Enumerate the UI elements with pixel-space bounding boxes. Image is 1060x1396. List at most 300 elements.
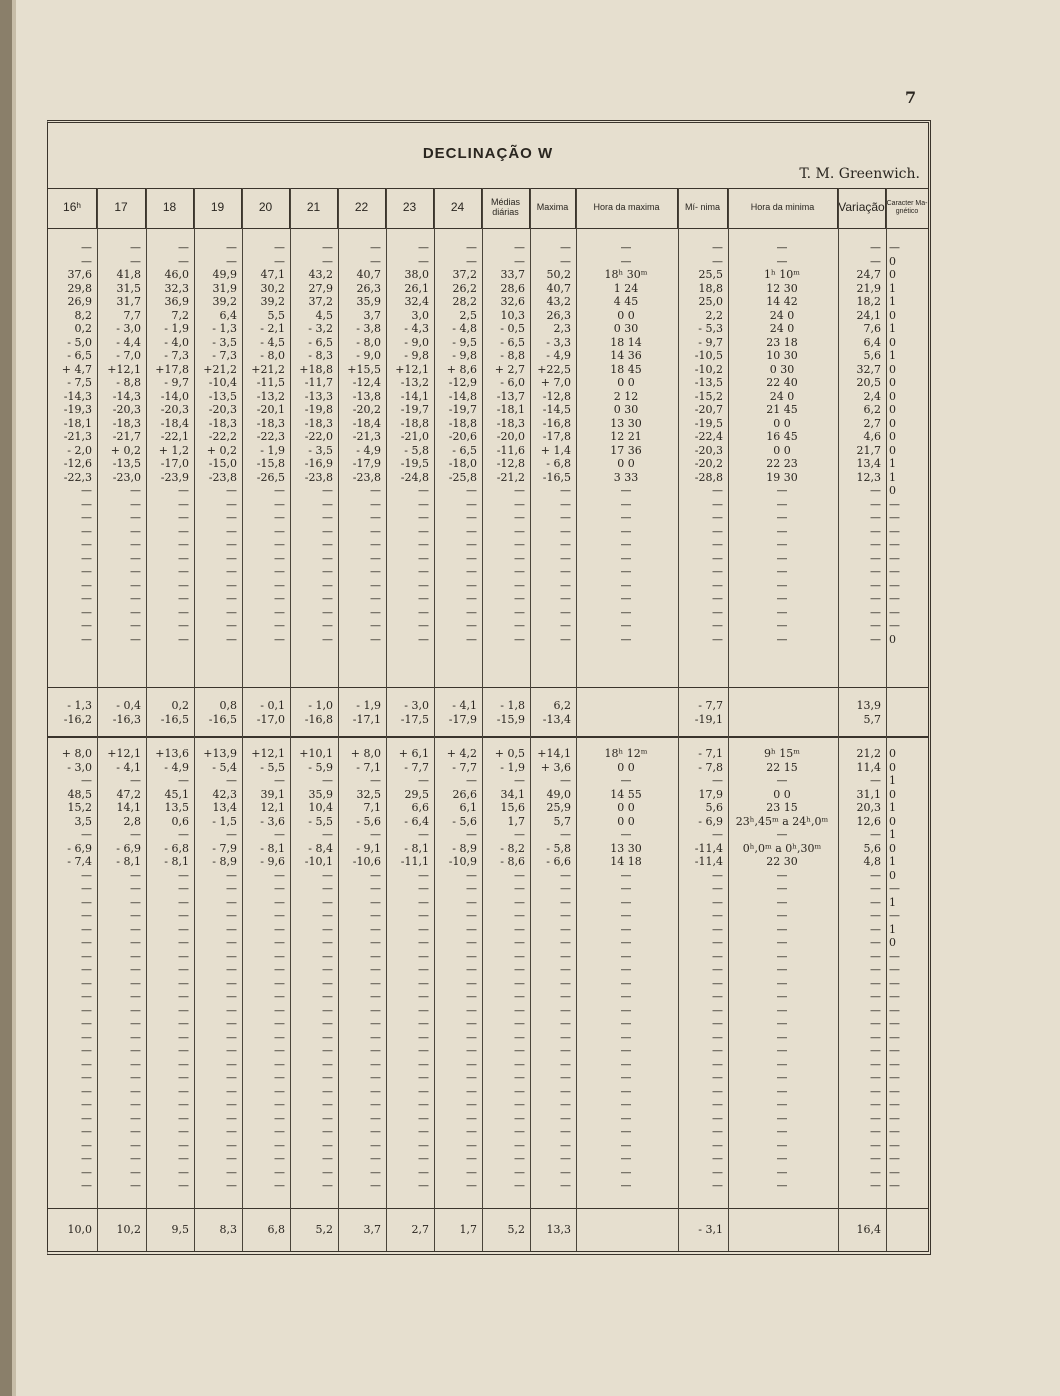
column-hour-16 xyxy=(51,747,92,1193)
cell-time-of-maximum: — xyxy=(620,632,632,646)
cell-variation: 6,4 xyxy=(863,335,881,349)
cell-minimum: — xyxy=(712,632,723,646)
cell-variation: — xyxy=(870,1152,881,1165)
cell-time-of-maximum: — xyxy=(620,484,632,497)
column-hour-18 xyxy=(149,1223,189,1237)
cell-hour-19: 39,2 xyxy=(212,295,237,308)
cell-magnetic-character: 0 xyxy=(889,868,896,882)
cell-time-of-minimum: — xyxy=(776,241,788,254)
cell-time-of-minimum: — xyxy=(776,497,788,511)
cell-hour-23: — xyxy=(418,1084,429,1098)
column-hour-24 xyxy=(437,1223,477,1237)
cell-magnetic-character xyxy=(889,713,923,727)
cell-maximum: — xyxy=(560,1111,571,1125)
cell-minimum: — xyxy=(712,922,723,936)
cell-hour-21: -19,8 xyxy=(304,403,333,416)
cell-hour-23: 38,0 xyxy=(404,268,429,281)
cell-time-of-maximum: — xyxy=(620,1179,632,1192)
cell-hour-23: 3,0 xyxy=(411,308,429,322)
cell-hour-21: — xyxy=(322,1165,333,1179)
column-hour-22 xyxy=(341,241,381,646)
cell-time-of-minimum: 23 15 xyxy=(766,801,798,814)
cell-time-of-minimum: 0 0 xyxy=(773,787,791,801)
cell-hour-20: - 1,9 xyxy=(260,443,285,457)
cell-hour-22: — xyxy=(370,1152,381,1165)
cell-hour-17: - 3,0 xyxy=(116,322,141,335)
cell-hour-22: — xyxy=(370,1030,381,1044)
cell-hour-22: -10,6 xyxy=(352,855,381,868)
cell-hour-17: — xyxy=(130,1017,141,1030)
cell-time-of-maximum: 18 45 xyxy=(610,362,642,376)
cell-hour-17: — xyxy=(130,254,141,268)
cell-time-of-maximum: — xyxy=(620,1003,632,1017)
column-hour-23 xyxy=(389,1223,429,1237)
cell-variation: — xyxy=(870,497,881,511)
cell-minimum: 18,8 xyxy=(698,281,723,295)
cell-hour-24: - 5,6 xyxy=(452,814,477,828)
cell-magnetic-character: 1 xyxy=(889,457,896,470)
cell-hour-17: — xyxy=(130,1057,141,1071)
cell-daily-mean: — xyxy=(514,497,525,511)
cell-hour-23: — xyxy=(418,976,429,990)
cell-minimum: -20,2 xyxy=(694,457,723,470)
cell-minimum: — xyxy=(712,1003,723,1017)
cell-hour-24: - 8,9 xyxy=(452,841,477,855)
cell-hour-19: 42,3 xyxy=(212,787,237,801)
cell-hour-18: - 6,8 xyxy=(164,841,189,855)
cell-hour-18: — xyxy=(178,1125,189,1138)
cell-maximum: - 4,9 xyxy=(546,349,571,362)
cell-hour-19: — xyxy=(226,254,237,268)
cell-hour-16: — xyxy=(81,511,92,524)
cell-time-of-minimum: 22 15 xyxy=(766,760,798,774)
cell-time-of-minimum: — xyxy=(776,963,788,976)
cell-hour-17: — xyxy=(130,619,141,632)
cell-hour-19: — xyxy=(226,1084,237,1098)
cell-variation: — xyxy=(870,1017,881,1030)
cell-hour-17: - 0,4 xyxy=(116,699,141,712)
cell-hour-16: — xyxy=(81,605,92,619)
cell-daily-mean: — xyxy=(514,1125,525,1138)
cell-hour-17: — xyxy=(130,578,141,592)
column-magnetic-character xyxy=(889,747,923,1193)
cell-hour-24: — xyxy=(466,1179,477,1192)
cell-hour-16: -14,3 xyxy=(63,389,92,403)
cell-daily-mean: — xyxy=(514,1179,525,1192)
cell-hour-16: — xyxy=(81,868,92,882)
cell-hour-19: — xyxy=(226,1125,237,1138)
cell-minimum: - 3,1 xyxy=(698,1223,723,1236)
cell-hour-22: 40,7 xyxy=(356,268,381,281)
cell-hour-21: — xyxy=(322,1030,333,1044)
cell-hour-22: 32,5 xyxy=(356,787,381,801)
cell-time-of-minimum: — xyxy=(776,538,788,551)
cell-magnetic-character: 1 xyxy=(889,470,896,484)
column-divider xyxy=(434,188,435,1251)
cell-hour-24: + 8,6 xyxy=(446,362,477,376)
cell-hour-18: — xyxy=(178,882,189,895)
cell-hour-21: +10,1 xyxy=(299,747,333,760)
cell-hour-20: 39,1 xyxy=(260,787,285,801)
cell-hour-24: + 4,2 xyxy=(446,747,477,760)
cell-hour-16: — xyxy=(81,1152,92,1165)
cell-hour-23: — xyxy=(418,1125,429,1138)
cell-hour-17: — xyxy=(130,1084,141,1098)
cell-hour-16: 8,2 xyxy=(74,308,92,322)
cell-hour-24: — xyxy=(466,551,477,565)
cell-hour-24: — xyxy=(466,578,477,592)
cell-hour-19: -22,2 xyxy=(208,430,237,443)
cell-hour-17: — xyxy=(130,565,141,578)
cell-maximum: 6,2 xyxy=(553,699,571,712)
cell-daily-mean: — xyxy=(514,909,525,922)
cell-hour-21: -16,8 xyxy=(304,712,333,726)
cell-hour-19: — xyxy=(226,1030,237,1044)
cell-variation: — xyxy=(870,1057,881,1071)
cell-hour-18: — xyxy=(178,511,189,524)
cell-hour-16: -22,3 xyxy=(63,470,92,484)
cell-hour-17: +12,1 xyxy=(107,362,141,376)
cell-hour-21: +18,8 xyxy=(299,362,333,376)
cell-time-of-maximum: 18 14 xyxy=(610,335,642,349)
cell-time-of-maximum: 18ʰ 30ᵐ xyxy=(604,268,648,281)
cell-maximum: — xyxy=(560,922,571,936)
cell-hour-23: — xyxy=(418,963,429,976)
cell-hour-18: -23,9 xyxy=(160,470,189,484)
cell-daily-mean: — xyxy=(514,868,525,882)
cell-magnetic-character: — xyxy=(889,990,900,1003)
cell-maximum: — xyxy=(560,565,571,578)
cell-minimum: - 7,8 xyxy=(698,760,723,774)
cell-hour-20: — xyxy=(274,774,285,787)
cell-hour-24: — xyxy=(466,1003,477,1017)
column-hour-20 xyxy=(245,747,285,1193)
cell-time-of-minimum: — xyxy=(776,1057,788,1071)
cell-time-of-maximum: — xyxy=(620,936,632,949)
cell-hour-23: — xyxy=(418,1003,429,1017)
cell-hour-17: 10,2 xyxy=(116,1223,141,1236)
cell-hour-22: +15,5 xyxy=(347,362,381,376)
cell-hour-24: -14,8 xyxy=(448,389,477,403)
column-hour-17 xyxy=(100,1223,141,1237)
cell-hour-20: — xyxy=(274,976,285,990)
cell-hour-22: -17,1 xyxy=(352,712,381,726)
cell-hour-16: + 8,0 xyxy=(61,747,92,760)
cell-maximum: — xyxy=(560,963,571,976)
cell-hour-17: - 6,9 xyxy=(116,841,141,855)
cell-hour-18: -20,3 xyxy=(160,403,189,416)
cell-hour-24: 26,6 xyxy=(452,787,477,801)
cell-magnetic-character: 0 xyxy=(889,814,896,828)
cell-hour-22: — xyxy=(370,909,381,922)
column-maximum xyxy=(533,1223,571,1237)
cell-hour-20: — xyxy=(274,1017,285,1030)
cell-hour-16: - 5,0 xyxy=(67,335,92,349)
cell-daily-mean: — xyxy=(514,963,525,976)
cell-maximum: — xyxy=(560,868,571,882)
column-hour-16 xyxy=(51,241,92,646)
cell-hour-21: — xyxy=(322,619,333,632)
column-time-of-maximum xyxy=(579,1223,673,1237)
cell-hour-21: - 3,5 xyxy=(308,443,333,457)
cell-hour-19: -18,3 xyxy=(208,416,237,430)
cell-hour-16: -16,2 xyxy=(63,712,92,726)
cell-hour-22: -20,2 xyxy=(352,403,381,416)
cell-hour-22: — xyxy=(370,241,381,254)
column-hour-21 xyxy=(293,1223,333,1237)
cell-magnetic-character: 0 xyxy=(889,335,896,349)
cell-hour-22: - 4,9 xyxy=(356,443,381,457)
cell-maximum: +14,1 xyxy=(537,747,571,760)
cell-hour-23: — xyxy=(418,254,429,268)
cell-minimum: - 6,9 xyxy=(698,814,723,828)
column-time-of-maximum xyxy=(579,241,673,646)
cell-variation: — xyxy=(870,605,881,619)
column-hour-21 xyxy=(293,699,333,726)
header-hour-22: 22 xyxy=(338,188,386,228)
cell-hour-16: - 6,5 xyxy=(67,349,92,362)
cell-time-of-maximum: — xyxy=(620,619,632,632)
column-hour-19 xyxy=(197,699,237,726)
cell-magnetic-character: 1 xyxy=(889,774,896,787)
cell-hour-24: — xyxy=(466,1098,477,1111)
cell-time-of-minimum: — xyxy=(776,1071,788,1084)
column-hour-24 xyxy=(437,747,477,1193)
cell-maximum: — xyxy=(560,936,571,949)
cell-maximum: — xyxy=(560,909,571,922)
cell-hour-19: -23,8 xyxy=(208,470,237,484)
cell-hour-21: — xyxy=(322,990,333,1003)
column-divider xyxy=(290,188,291,1251)
cell-minimum: -11,4 xyxy=(694,841,723,855)
cell-minimum: — xyxy=(712,990,723,1003)
column-hour-22 xyxy=(341,747,381,1193)
cell-hour-17: — xyxy=(130,936,141,949)
cell-maximum: — xyxy=(560,524,571,538)
cell-hour-20: — xyxy=(274,1098,285,1111)
cell-magnetic-character: — xyxy=(889,1071,900,1084)
cell-hour-19: - 7,3 xyxy=(212,349,237,362)
cell-hour-18: 45,1 xyxy=(164,787,189,801)
column-magnetic-character xyxy=(889,1223,923,1237)
cell-hour-23: — xyxy=(418,1030,429,1044)
cell-hour-16: — xyxy=(81,1111,92,1125)
cell-hour-24: -19,7 xyxy=(448,403,477,416)
column-hour-20 xyxy=(245,241,285,646)
cell-hour-20: +12,1 xyxy=(251,747,285,760)
cell-hour-18: - 8,1 xyxy=(164,855,189,868)
cell-hour-18: 36,9 xyxy=(164,295,189,308)
cell-hour-23: — xyxy=(418,909,429,922)
cell-hour-20: — xyxy=(274,828,285,841)
cell-hour-24: — xyxy=(466,497,477,511)
cell-hour-19: — xyxy=(226,1179,237,1192)
cell-hour-16: -12,6 xyxy=(63,457,92,470)
cell-hour-24: -18,0 xyxy=(448,457,477,470)
cell-hour-22: - 1,9 xyxy=(356,699,381,712)
cell-magnetic-character: 0 xyxy=(889,376,896,389)
cell-variation: 18,2 xyxy=(856,295,881,308)
cell-hour-20: -18,3 xyxy=(256,416,285,430)
cell-hour-22: — xyxy=(370,1125,381,1138)
cell-hour-24: — xyxy=(466,619,477,632)
cell-variation: 11,4 xyxy=(856,760,881,774)
cell-variation: — xyxy=(870,1179,881,1192)
cell-hour-22: 26,3 xyxy=(356,281,381,295)
column-minimum xyxy=(681,1223,723,1237)
cell-magnetic-character xyxy=(889,1223,923,1237)
column-hour-22 xyxy=(341,1223,381,1237)
column-maximum xyxy=(533,747,571,1193)
cell-hour-21: — xyxy=(322,936,333,949)
cell-hour-23: - 9,8 xyxy=(404,349,429,362)
cell-hour-20: — xyxy=(274,565,285,578)
cell-hour-23: 6,6 xyxy=(411,801,429,814)
column-time-of-maximum xyxy=(579,699,673,726)
cell-hour-16: — xyxy=(81,1179,92,1192)
cell-minimum: — xyxy=(712,828,723,841)
cell-hour-20: — xyxy=(274,909,285,922)
cell-hour-19: — xyxy=(226,1152,237,1165)
cell-hour-16: — xyxy=(81,1057,92,1071)
cell-time-of-minimum xyxy=(731,699,833,713)
cell-hour-23: — xyxy=(418,592,429,605)
cell-hour-21: — xyxy=(322,524,333,538)
column-hour-19 xyxy=(197,1223,237,1237)
cell-time-of-minimum: — xyxy=(776,990,788,1003)
cell-hour-22: — xyxy=(370,484,381,497)
cell-time-of-maximum: 0 0 xyxy=(617,308,635,322)
cell-maximum: — xyxy=(560,254,571,268)
cell-hour-23: — xyxy=(418,524,429,538)
column-hour-19 xyxy=(197,241,237,646)
cell-hour-17: — xyxy=(130,1044,141,1057)
cell-hour-24: — xyxy=(466,949,477,963)
cell-hour-19: — xyxy=(226,963,237,976)
cell-maximum: 5,7 xyxy=(553,814,571,828)
cell-time-of-maximum: — xyxy=(620,241,632,254)
cell-hour-18: — xyxy=(178,1044,189,1057)
cell-hour-21: — xyxy=(322,632,333,646)
cell-daily-mean: 1,7 xyxy=(507,814,525,828)
cell-hour-18: — xyxy=(178,1084,189,1098)
cell-daily-mean: — xyxy=(514,632,525,646)
cell-hour-17: — xyxy=(130,1179,141,1192)
cell-magnetic-character: — xyxy=(889,1152,900,1165)
cell-time-of-maximum: — xyxy=(620,1125,632,1138)
cell-variation: — xyxy=(870,1003,881,1017)
cell-hour-20: - 3,6 xyxy=(260,814,285,828)
cell-time-of-minimum: — xyxy=(776,524,788,538)
cell-variation: — xyxy=(870,963,881,976)
cell-magnetic-character: 1 xyxy=(889,855,896,868)
cell-daily-mean: — xyxy=(514,578,525,592)
cell-hour-24: — xyxy=(466,1165,477,1179)
cell-hour-24: — xyxy=(466,524,477,538)
cell-hour-24: — xyxy=(466,254,477,268)
cell-hour-17: +12,1 xyxy=(107,747,141,760)
cell-hour-17: — xyxy=(130,1125,141,1138)
cell-hour-21: — xyxy=(322,254,333,268)
cell-hour-21: — xyxy=(322,1071,333,1084)
cell-time-of-maximum xyxy=(579,699,673,713)
cell-hour-22: — xyxy=(370,922,381,936)
cell-hour-16: — xyxy=(81,551,92,565)
cell-daily-mean: 5,2 xyxy=(507,1223,525,1236)
cell-hour-23: +12,1 xyxy=(395,362,429,376)
cell-minimum: — xyxy=(712,1111,723,1125)
cell-hour-16: - 3,0 xyxy=(67,760,92,774)
cell-maximum: — xyxy=(560,497,571,511)
cell-magnetic-character: 0 xyxy=(889,403,896,416)
cell-hour-23: — xyxy=(418,828,429,841)
cell-hour-21: 10,4 xyxy=(308,801,333,814)
column-hour-20 xyxy=(245,1223,285,1237)
cell-hour-21: - 8,3 xyxy=(308,349,333,362)
cell-hour-21: — xyxy=(322,1057,333,1071)
cell-hour-23: — xyxy=(418,1071,429,1084)
cell-daily-mean: -11,6 xyxy=(496,443,525,457)
cell-hour-17: -21,7 xyxy=(112,430,141,443)
cell-time-of-minimum: — xyxy=(776,605,788,619)
cell-time-of-minimum: — xyxy=(776,922,788,936)
cell-time-of-maximum: — xyxy=(620,565,632,578)
cell-hour-16: — xyxy=(81,1044,92,1057)
cell-daily-mean: - 8,6 xyxy=(500,855,525,868)
cell-hour-16: -21,3 xyxy=(63,430,92,443)
cell-hour-24: — xyxy=(466,1084,477,1098)
cell-maximum: -14,5 xyxy=(542,403,571,416)
cell-maximum: 40,7 xyxy=(546,281,571,295)
cell-hour-16: — xyxy=(81,922,92,936)
cell-minimum: - 7,1 xyxy=(698,747,723,760)
cell-hour-20: 39,2 xyxy=(260,295,285,308)
cell-minimum: — xyxy=(712,1152,723,1165)
cell-maximum: — xyxy=(560,1125,571,1138)
cell-minimum: — xyxy=(712,774,723,787)
cell-hour-23: — xyxy=(418,868,429,882)
column-magnetic-character xyxy=(889,241,923,646)
column-divider xyxy=(530,188,531,1251)
cell-hour-24: — xyxy=(466,511,477,524)
cell-minimum: — xyxy=(712,936,723,949)
cell-time-of-maximum: — xyxy=(620,1152,632,1165)
cell-time-of-maximum: 14 36 xyxy=(610,349,642,362)
cell-time-of-maximum: — xyxy=(620,882,632,895)
cell-hour-16: - 7,4 xyxy=(67,855,92,868)
cell-hour-23: — xyxy=(418,895,429,909)
cell-variation: 6,2 xyxy=(863,403,881,416)
cell-variation: — xyxy=(870,1084,881,1098)
cell-minimum: 25,0 xyxy=(698,295,723,308)
cell-hour-16: — xyxy=(81,484,92,497)
cell-daily-mean: — xyxy=(514,1044,525,1057)
cell-magnetic-character: 1 xyxy=(889,349,896,362)
cell-time-of-maximum: 0 30 xyxy=(613,322,639,335)
cell-hour-22: — xyxy=(370,551,381,565)
cell-hour-18: — xyxy=(178,922,189,936)
cell-hour-24: — xyxy=(466,976,477,990)
cell-hour-17: - 8,8 xyxy=(116,376,141,389)
cell-maximum: 49,0 xyxy=(546,787,571,801)
cell-maximum: + 3,6 xyxy=(540,760,571,774)
cell-hour-18: — xyxy=(178,1071,189,1084)
cell-hour-22: — xyxy=(370,976,381,990)
cell-hour-18: -14,0 xyxy=(160,389,189,403)
cell-variation: — xyxy=(870,484,881,497)
cell-time-of-minimum: 9ʰ 15ᵐ xyxy=(764,747,800,760)
cell-hour-16: -19,3 xyxy=(63,403,92,416)
